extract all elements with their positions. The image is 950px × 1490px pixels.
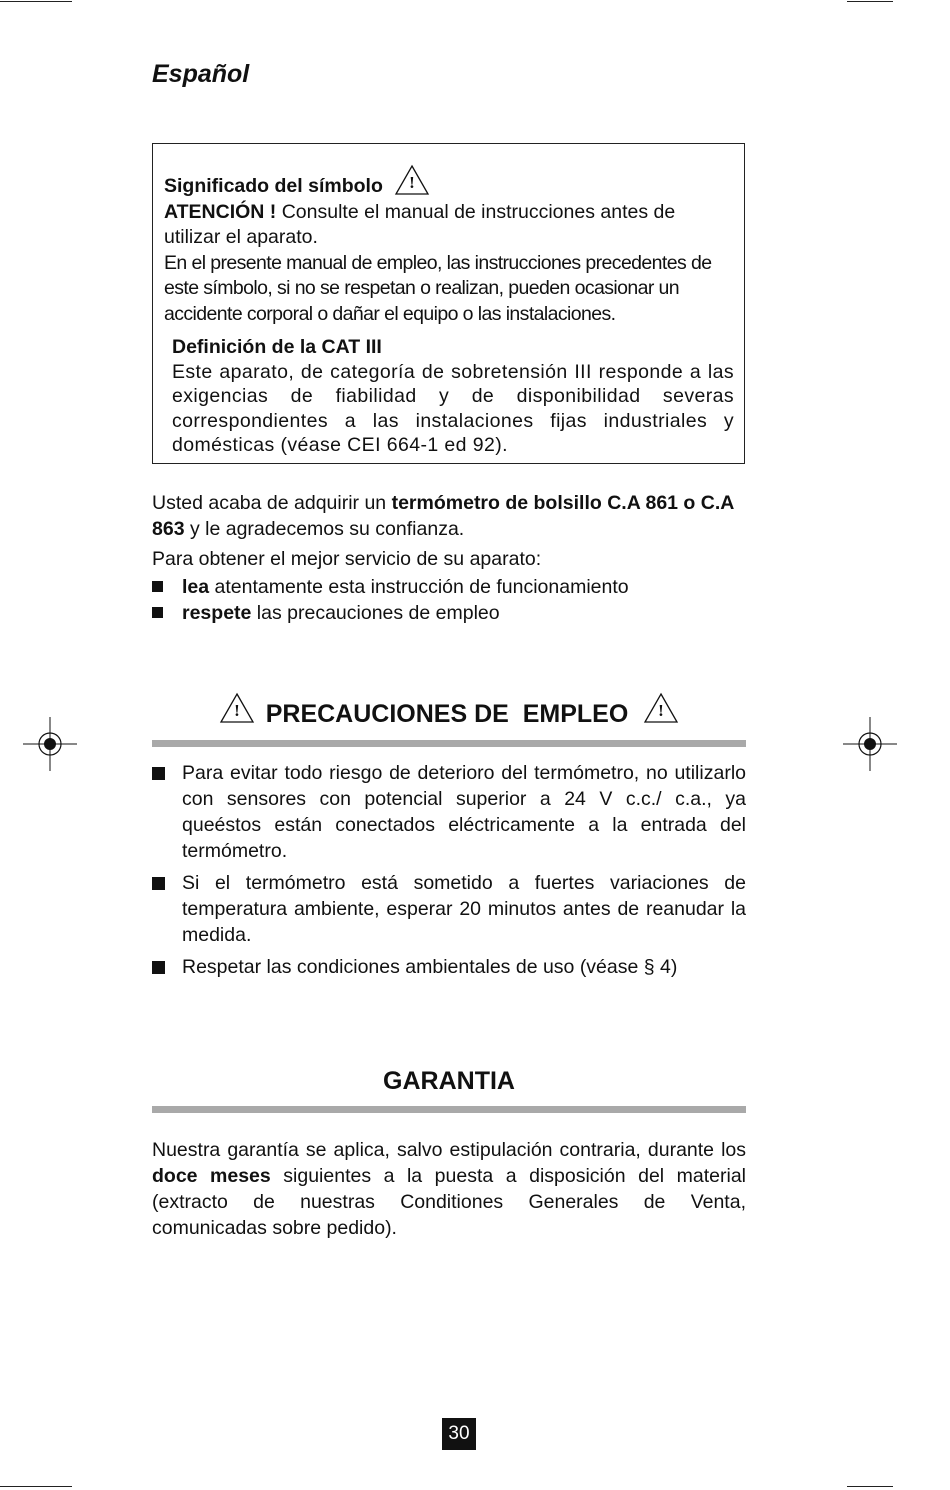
attention-label: ATENCIÓN ! (164, 200, 277, 223)
warranty-text (152, 1137, 746, 1241)
registration-mark-icon (843, 717, 897, 771)
svg-text:!: ! (657, 701, 664, 720)
bullet-bold: respete (182, 602, 252, 624)
warranty-period: doce meses (152, 1165, 271, 1187)
precaution-text: Para evitar todo riesgo de deterioro del termómetro, no utilizarlo con sensores con potencial superior a 24 V c.c./ c.a., ya queéstos están conectados eléctricamente a la entrada del termómetro. (182, 762, 746, 862)
svg-text:!: ! (409, 172, 416, 192)
precaution-text: Si el termómetro está sometido a fuertes variaciones de temperatura ambiente, esperar 20 minutos antes de reanudar la medida. (182, 872, 746, 946)
precautions-list (152, 760, 746, 980)
section-rule (152, 740, 746, 747)
warning-triangle-icon (394, 164, 430, 196)
bullet-text: las precauciones de empleo (251, 602, 500, 624)
warranty-text-end: siguientes a la puesta a disposición del material (extracto de nuestras Conditiones Generales de Venta, comunicadas sobre pedido). (152, 1165, 746, 1239)
list-item (152, 600, 750, 626)
list-item (152, 954, 746, 980)
intro-text-start: Usted acaba de adquirir un (152, 492, 392, 514)
svg-text:!: ! (234, 701, 241, 720)
square-bullet-icon (152, 767, 165, 780)
symbol-paragraph: En el presente manual de empleo, las instrucciones precedentes de este símbolo, si no se respetan o realizan, pueden ocasionar un accidente corporal o dañar el equipo o las instalaciones. (164, 251, 712, 325)
precautions-heading (152, 692, 746, 729)
intro-service-line: Para obtener el mejor servicio de su aparato: (152, 548, 542, 570)
list-item (152, 574, 750, 600)
warning-box (152, 143, 745, 464)
intro-product: termómetro de bolsillo C.A 861 o C.A 863 (152, 492, 734, 540)
square-bullet-icon (152, 961, 165, 974)
bullet-text: atentamente esta instrucción de funcionamiento (209, 576, 629, 598)
crop-mark-bottom-right (847, 1486, 893, 1487)
bullet-bold: lea (182, 576, 210, 598)
square-bullet-icon (152, 877, 165, 890)
page-number: 30 (442, 1418, 476, 1450)
language-header: Español (152, 60, 250, 88)
intro-text-end: y le agradecemos su confianza. (184, 518, 465, 540)
attention-text: Consulte el manual de instrucciones antes de utilizar el aparato. (164, 200, 676, 248)
registration-mark-icon (23, 717, 77, 771)
precautions-title: PRECAUCIONES DE EMPLEO (265, 700, 629, 728)
crop-mark-top-left (0, 1, 72, 2)
warning-triangle-icon (219, 692, 255, 724)
cat-title: Definición de la CAT III (172, 336, 382, 358)
crop-mark-top-right (847, 1, 893, 2)
square-bullet-icon (152, 581, 163, 592)
section-rule (152, 1106, 746, 1113)
list-item (152, 760, 746, 864)
list-item (152, 870, 746, 948)
warning-triangle-icon (643, 692, 679, 724)
symbol-title: Significado del símbolo (164, 175, 383, 197)
intro-section (152, 490, 750, 626)
warranty-title: GARANTIA (383, 1067, 515, 1095)
crop-mark-bottom-left (0, 1486, 72, 1487)
square-bullet-icon (152, 607, 163, 618)
precaution-text: Respetar las condiciones ambientales de uso (véase § 4) (182, 956, 678, 978)
warranty-text-start: Nuestra garantía se aplica, salvo estipulación contraria, durante los (152, 1139, 746, 1161)
cat-text: Este aparato, de categoría de sobretensión III responde a las exigencias de fiabilidad y de disponibilidad severas correspondientes a las instalaciones fijas industriales y domésticas (véase CEI 664-1 ed 92). (172, 360, 734, 456)
